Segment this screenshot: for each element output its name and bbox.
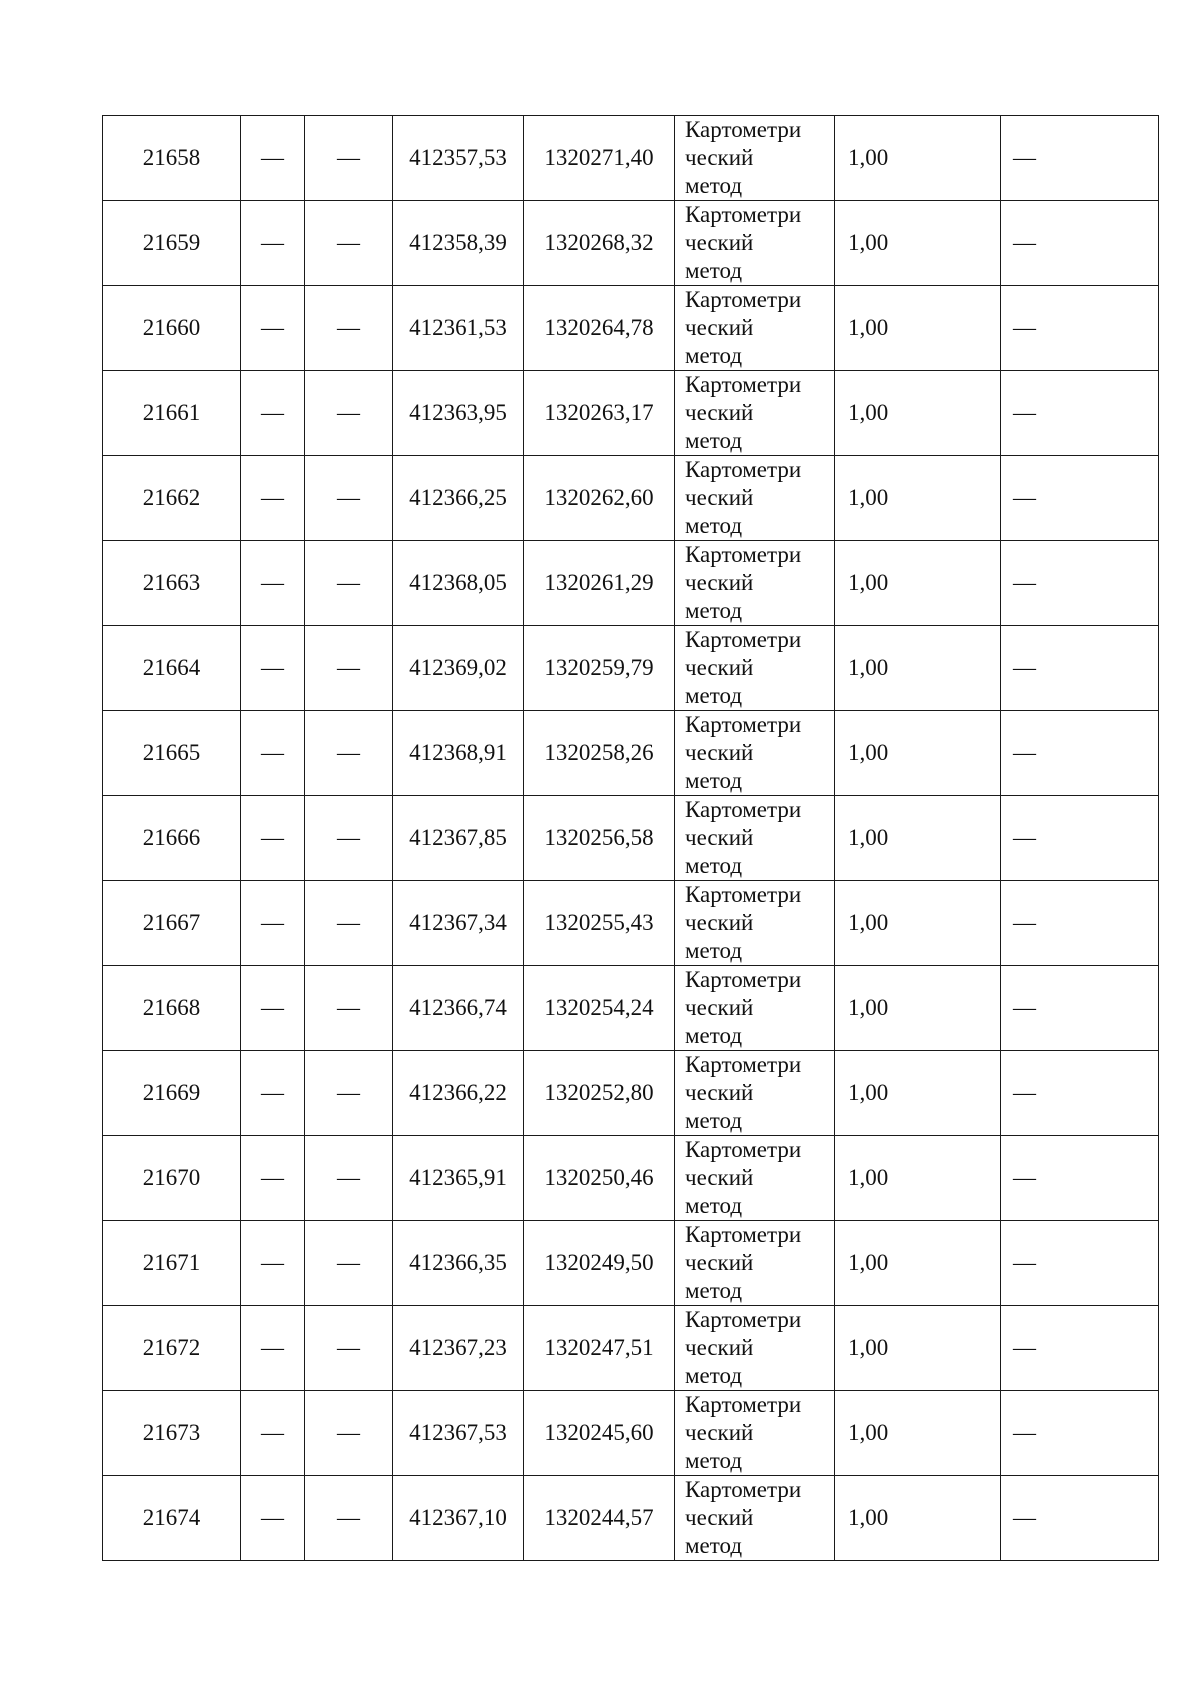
coordinate-y-cell: 1320263,17	[524, 371, 675, 456]
point-number-cell: 21671	[103, 1221, 241, 1306]
empty-value-cell: —	[241, 201, 305, 286]
point-number-cell: 21668	[103, 966, 241, 1051]
point-number-cell: 21672	[103, 1306, 241, 1391]
method-cell	[675, 456, 835, 541]
table-row	[103, 796, 1159, 881]
empty-value-cell: —	[241, 626, 305, 711]
coordinate-y-cell: 1320259,79	[524, 626, 675, 711]
method-text-line: метод	[685, 1448, 743, 1473]
point-number-cell: 21665	[103, 711, 241, 796]
method-text-line: Картометри	[685, 287, 802, 312]
empty-value-cell: —	[1001, 796, 1159, 881]
table-row	[103, 881, 1159, 966]
empty-value-cell: —	[241, 116, 305, 201]
coordinate-y-cell: 1320247,51	[524, 1306, 675, 1391]
method-cell	[675, 116, 835, 201]
table-row	[103, 1136, 1159, 1221]
table-row	[103, 541, 1159, 626]
coordinate-x-cell: 412366,35	[393, 1221, 524, 1306]
coordinate-x-cell: 412368,91	[393, 711, 524, 796]
point-number-cell: 21661	[103, 371, 241, 456]
accuracy-cell: 1,00	[835, 796, 1001, 881]
empty-value-cell: —	[241, 881, 305, 966]
table-row	[103, 201, 1159, 286]
point-number-cell: 21659	[103, 201, 241, 286]
empty-value-cell: —	[1001, 541, 1159, 626]
coordinate-x-cell: 412367,85	[393, 796, 524, 881]
method-text-line: ческий	[685, 1505, 754, 1530]
accuracy-cell: 1,00	[835, 966, 1001, 1051]
method-text-line: Картометри	[685, 1392, 802, 1417]
method-text-line: ческий	[685, 315, 754, 340]
empty-value-cell: —	[241, 966, 305, 1051]
method-text-line: Картометри	[685, 1052, 802, 1077]
method-text-line: ческий	[685, 1165, 754, 1190]
method-cell	[675, 966, 835, 1051]
empty-value-cell: —	[1001, 1476, 1159, 1561]
point-number-cell: 21666	[103, 796, 241, 881]
accuracy-cell: 1,00	[835, 1221, 1001, 1306]
accuracy-cell: 1,00	[835, 626, 1001, 711]
method-text-line: метод	[685, 853, 743, 878]
empty-value-cell: —	[241, 1476, 305, 1561]
empty-value-cell: —	[305, 626, 393, 711]
empty-value-cell: —	[1001, 1391, 1159, 1476]
empty-value-cell: —	[241, 1051, 305, 1136]
method-cell	[675, 286, 835, 371]
coordinate-x-cell: 412363,95	[393, 371, 524, 456]
method-text-line: метод	[685, 173, 743, 198]
method-cell	[675, 541, 835, 626]
coordinate-y-cell: 1320258,26	[524, 711, 675, 796]
method-text-line: ческий	[685, 1080, 754, 1105]
empty-value-cell: —	[305, 456, 393, 541]
point-number-cell: 21663	[103, 541, 241, 626]
point-number-cell: 21660	[103, 286, 241, 371]
method-text-line: метод	[685, 343, 743, 368]
empty-value-cell: —	[305, 796, 393, 881]
coordinate-y-cell: 1320250,46	[524, 1136, 675, 1221]
coordinate-x-cell: 412367,10	[393, 1476, 524, 1561]
accuracy-cell: 1,00	[835, 371, 1001, 456]
coordinate-x-cell: 412366,25	[393, 456, 524, 541]
table-row	[103, 371, 1159, 456]
table-row	[103, 1221, 1159, 1306]
point-number-cell: 21658	[103, 116, 241, 201]
method-text-line: ческий	[685, 1335, 754, 1360]
accuracy-cell: 1,00	[835, 1051, 1001, 1136]
empty-value-cell: —	[1001, 116, 1159, 201]
method-text-line: метод	[685, 428, 743, 453]
method-cell	[675, 201, 835, 286]
table-row	[103, 1306, 1159, 1391]
accuracy-cell: 1,00	[835, 1476, 1001, 1561]
method-text-line: Картометри	[685, 882, 802, 907]
method-text-line: ческий	[685, 655, 754, 680]
coordinate-x-cell: 412365,91	[393, 1136, 524, 1221]
method-text-line: Картометри	[685, 542, 802, 567]
method-text-line: ческий	[685, 485, 754, 510]
method-text-line: ческий	[685, 1420, 754, 1445]
coordinate-y-cell: 1320262,60	[524, 456, 675, 541]
method-text-line: метод	[685, 258, 743, 283]
coordinate-x-cell: 412367,23	[393, 1306, 524, 1391]
method-text-line: метод	[685, 513, 743, 538]
coordinate-x-cell: 412361,53	[393, 286, 524, 371]
empty-value-cell: —	[305, 1051, 393, 1136]
method-cell	[675, 796, 835, 881]
method-text-line: ческий	[685, 570, 754, 595]
empty-value-cell: —	[1001, 1136, 1159, 1221]
empty-value-cell: —	[1001, 966, 1159, 1051]
method-text-line: Картометри	[685, 1307, 802, 1332]
method-text-line: ческий	[685, 400, 754, 425]
table-body	[103, 116, 1159, 1561]
method-text-line: ческий	[685, 825, 754, 850]
coordinate-x-cell: 412366,74	[393, 966, 524, 1051]
point-number-cell: 21669	[103, 1051, 241, 1136]
method-text-line: Картометри	[685, 967, 802, 992]
table-row	[103, 626, 1159, 711]
method-cell	[675, 626, 835, 711]
coordinate-y-cell: 1320268,32	[524, 201, 675, 286]
method-text-line: Картометри	[685, 457, 802, 482]
method-text-line: метод	[685, 1363, 743, 1388]
method-text-line: метод	[685, 598, 743, 623]
coordinate-y-cell: 1320264,78	[524, 286, 675, 371]
empty-value-cell: —	[1001, 371, 1159, 456]
method-text-line: Картометри	[685, 1137, 802, 1162]
empty-value-cell: —	[305, 286, 393, 371]
coordinate-x-cell: 412368,05	[393, 541, 524, 626]
method-cell	[675, 881, 835, 966]
accuracy-cell: 1,00	[835, 201, 1001, 286]
method-text-line: Картометри	[685, 712, 802, 737]
point-number-cell: 21662	[103, 456, 241, 541]
empty-value-cell: —	[305, 1221, 393, 1306]
point-number-cell: 21673	[103, 1391, 241, 1476]
coordinates-table	[102, 115, 1159, 1561]
empty-value-cell: —	[1001, 201, 1159, 286]
coordinate-x-cell: 412358,39	[393, 201, 524, 286]
accuracy-cell: 1,00	[835, 881, 1001, 966]
method-cell	[675, 1391, 835, 1476]
empty-value-cell: —	[305, 1136, 393, 1221]
coordinate-y-cell: 1320245,60	[524, 1391, 675, 1476]
method-text-line: метод	[685, 938, 743, 963]
method-text-line: ческий	[685, 910, 754, 935]
empty-value-cell: —	[1001, 456, 1159, 541]
empty-value-cell: —	[1001, 626, 1159, 711]
empty-value-cell: —	[241, 1391, 305, 1476]
table-row	[103, 711, 1159, 796]
coordinate-y-cell: 1320252,80	[524, 1051, 675, 1136]
coordinate-x-cell: 412357,53	[393, 116, 524, 201]
point-number-cell: 21667	[103, 881, 241, 966]
coordinate-x-cell: 412369,02	[393, 626, 524, 711]
method-cell	[675, 1476, 835, 1561]
table-row	[103, 1051, 1159, 1136]
method-cell	[675, 711, 835, 796]
table-row	[103, 456, 1159, 541]
empty-value-cell: —	[305, 711, 393, 796]
empty-value-cell: —	[1001, 1051, 1159, 1136]
empty-value-cell: —	[305, 371, 393, 456]
method-text-line: Картометри	[685, 372, 802, 397]
table-row	[103, 1476, 1159, 1561]
coordinate-y-cell: 1320254,24	[524, 966, 675, 1051]
coordinate-x-cell: 412367,34	[393, 881, 524, 966]
method-text-line: ческий	[685, 995, 754, 1020]
coordinate-y-cell: 1320256,58	[524, 796, 675, 881]
accuracy-cell: 1,00	[835, 711, 1001, 796]
method-text-line: метод	[685, 1108, 743, 1133]
method-cell	[675, 371, 835, 456]
method-cell	[675, 1221, 835, 1306]
method-text-line: ческий	[685, 145, 754, 170]
accuracy-cell: 1,00	[835, 456, 1001, 541]
accuracy-cell: 1,00	[835, 116, 1001, 201]
method-text-line: метод	[685, 683, 743, 708]
empty-value-cell: —	[241, 456, 305, 541]
empty-value-cell: —	[1001, 881, 1159, 966]
empty-value-cell: —	[305, 1391, 393, 1476]
point-number-cell: 21674	[103, 1476, 241, 1561]
coordinate-x-cell: 412367,53	[393, 1391, 524, 1476]
empty-value-cell: —	[1001, 1221, 1159, 1306]
method-text-line: метод	[685, 1278, 743, 1303]
method-cell	[675, 1306, 835, 1391]
method-text-line: метод	[685, 1533, 743, 1558]
point-number-cell: 21670	[103, 1136, 241, 1221]
accuracy-cell: 1,00	[835, 1391, 1001, 1476]
empty-value-cell: —	[241, 1136, 305, 1221]
method-text-line: Картометри	[685, 797, 802, 822]
accuracy-cell: 1,00	[835, 1306, 1001, 1391]
empty-value-cell: —	[241, 286, 305, 371]
method-text-line: метод	[685, 768, 743, 793]
table-row	[103, 1391, 1159, 1476]
method-text-line: метод	[685, 1193, 743, 1218]
coordinate-y-cell: 1320271,40	[524, 116, 675, 201]
method-text-line: Картометри	[685, 627, 802, 652]
empty-value-cell: —	[305, 1476, 393, 1561]
accuracy-cell: 1,00	[835, 1136, 1001, 1221]
empty-value-cell: —	[305, 541, 393, 626]
method-text-line: ческий	[685, 1250, 754, 1275]
empty-value-cell: —	[305, 116, 393, 201]
empty-value-cell: —	[1001, 286, 1159, 371]
accuracy-cell: 1,00	[835, 286, 1001, 371]
empty-value-cell: —	[241, 541, 305, 626]
empty-value-cell: —	[1001, 1306, 1159, 1391]
method-text-line: Картометри	[685, 202, 802, 227]
empty-value-cell: —	[241, 371, 305, 456]
empty-value-cell: —	[305, 881, 393, 966]
coordinate-y-cell: 1320244,57	[524, 1476, 675, 1561]
method-cell	[675, 1051, 835, 1136]
point-number-cell: 21664	[103, 626, 241, 711]
method-text-line: метод	[685, 1023, 743, 1048]
method-text-line: Картометри	[685, 117, 802, 142]
table-row	[103, 116, 1159, 201]
accuracy-cell: 1,00	[835, 541, 1001, 626]
empty-value-cell: —	[1001, 711, 1159, 796]
method-cell	[675, 1136, 835, 1221]
method-text-line: ческий	[685, 740, 754, 765]
table-row	[103, 286, 1159, 371]
empty-value-cell: —	[305, 1306, 393, 1391]
table-row	[103, 966, 1159, 1051]
method-text-line: ческий	[685, 230, 754, 255]
coordinate-y-cell: 1320261,29	[524, 541, 675, 626]
coordinate-y-cell: 1320255,43	[524, 881, 675, 966]
empty-value-cell: —	[305, 201, 393, 286]
method-text-line: Картометри	[685, 1222, 802, 1247]
empty-value-cell: —	[241, 711, 305, 796]
method-text-line: Картометри	[685, 1477, 802, 1502]
empty-value-cell: —	[241, 1306, 305, 1391]
coordinate-x-cell: 412366,22	[393, 1051, 524, 1136]
empty-value-cell: —	[241, 796, 305, 881]
coordinate-y-cell: 1320249,50	[524, 1221, 675, 1306]
empty-value-cell: —	[241, 1221, 305, 1306]
empty-value-cell: —	[305, 966, 393, 1051]
